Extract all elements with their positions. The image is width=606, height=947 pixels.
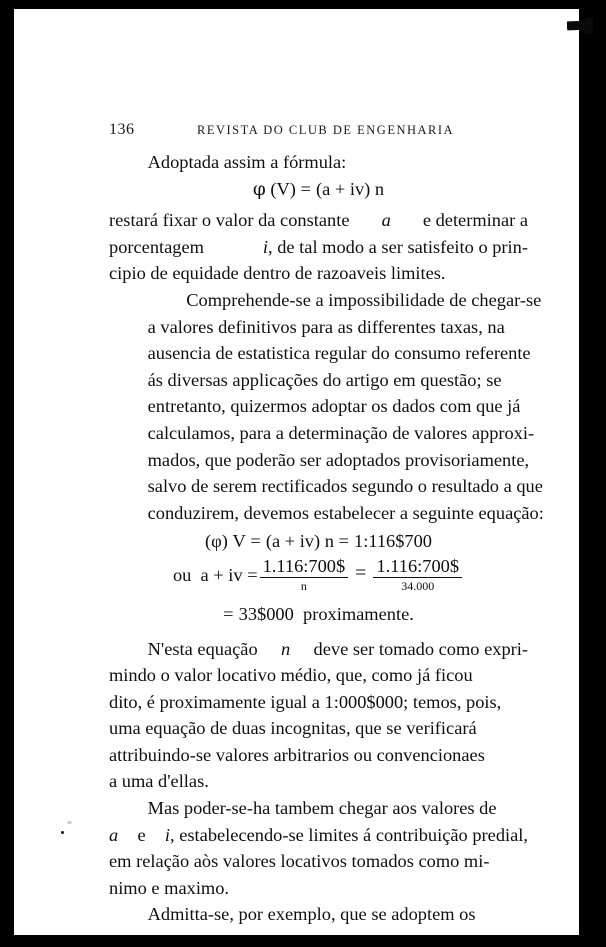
formula-lhs: a + iv [200, 565, 243, 586]
line-fragment: porcentagem [109, 236, 204, 257]
line-text: conduzirem, devemos estabelecer a seguinte equação: [147, 502, 544, 523]
text-line [109, 715, 528, 742]
fraction-relation: = [355, 562, 367, 585]
text-line: a uma d'ellas. [109, 771, 209, 792]
text-line [109, 207, 528, 234]
fraction-right [373, 555, 462, 594]
formula-equals-2: = [338, 531, 350, 552]
formula-equals: = [223, 603, 235, 624]
text-line [109, 393, 528, 420]
display-formula-1 [109, 176, 528, 204]
formula-ou: ou [172, 565, 192, 586]
paragraph-4 [109, 636, 528, 796]
line-text: entretanto, quizermos adoptar os dados com que já [147, 396, 521, 417]
line-text: a valores definitivos para as differentes taxas, na [147, 316, 505, 337]
text-line [109, 822, 528, 849]
paragraph-1 [109, 149, 528, 176]
line-text: mindo o valor locativo médio, que, como já ficou [109, 665, 473, 686]
text-line [109, 473, 543, 500]
text-line: cipio de equidade dentro de razoaveis limites. [109, 263, 446, 284]
text-line [109, 662, 528, 689]
scan-artifact-notch-edge [585, 18, 593, 34]
formula-phi: φ [252, 178, 266, 200]
text-line [109, 848, 528, 875]
line-text: dito, é proximamente igual a 1:000$000; temos, pois, [109, 691, 502, 712]
text-line [109, 500, 544, 527]
text-line [109, 287, 542, 314]
display-formula-2 [109, 528, 528, 555]
text-line: Adoptada assim a fórmula: [147, 152, 347, 172]
paragraph-2 [109, 207, 528, 287]
formula-equals: = [247, 565, 258, 586]
formula-equals-1: = [250, 531, 262, 552]
display-formula-4 [109, 601, 528, 628]
line-fragment-italic [165, 822, 528, 849]
body-text [109, 149, 544, 928]
line-text: mados, que poderão ser adoptados provisoriamente, [147, 449, 530, 470]
formula-phi-paren: (φ) [204, 531, 228, 552]
formula-word: proximamente. [303, 603, 414, 624]
running-head [109, 121, 529, 141]
fraction-left [260, 555, 349, 594]
line-text: salvo de serem rectificados segundo o resultado a que [147, 476, 543, 497]
line-text: Comprehende-se a impossibilidade de chegar-se [186, 289, 542, 310]
text-line: nimo e maximo. [109, 877, 230, 898]
fraction-denominator: 34.000 [401, 578, 435, 593]
formula-equals: = [300, 178, 312, 199]
line-fragment: e determinar a [422, 210, 528, 231]
line-fragment: deve ser tomado como expri- [313, 638, 528, 659]
line-fragment: e [137, 824, 146, 845]
scan-artifact-smudge [67, 821, 72, 824]
line-text: attribuindo-se valores arbitrarios ou convencionaes [109, 744, 485, 765]
formula-value: 1:116$700 [354, 531, 433, 552]
text-line [109, 689, 528, 716]
text-line [109, 636, 528, 663]
line-fragment: N'esta equação [147, 638, 258, 659]
inline-variable-i: i [164, 824, 171, 845]
text-line [109, 234, 528, 261]
text-line [109, 420, 535, 447]
line-text: Admitta-se, por exemplo, que se adoptem os [147, 904, 476, 925]
text-line [109, 795, 528, 822]
formula-lhs: (V) [270, 178, 296, 199]
text-line [109, 314, 528, 341]
inline-variable-a: a [381, 210, 391, 231]
line-text: ás diversas applicações do artigo em questão; se [147, 369, 502, 390]
fraction-numerator: 1.116:700$ [260, 555, 349, 578]
paragraph-5 [109, 795, 528, 901]
paragraph-6 [109, 901, 528, 928]
line-fragment: , de tal modo a ser satisfeito o prin- [268, 236, 528, 257]
line-fragment: , estabelecendo-se limites á contribuição predial, [170, 824, 528, 845]
line-text: em relação aòs valores locativos tomados como mi- [109, 851, 490, 872]
line-text: Mas poder-se-ha tambem chegar aos valores de [147, 798, 497, 819]
text-line [109, 901, 528, 928]
text-line [109, 742, 528, 769]
formula-v: V [232, 531, 246, 552]
inline-variable-n: n [280, 638, 291, 659]
text-line [109, 340, 531, 367]
inline-variable-i: i [262, 236, 269, 257]
line-text: calculamos, para a determinação de valores approxi- [147, 422, 535, 443]
inline-variable-a: a [109, 824, 119, 845]
formula-value: 33$000 [238, 603, 294, 624]
fraction-numerator: 1.116:700$ [373, 555, 462, 578]
paper-area [14, 9, 579, 935]
paragraph-3 [109, 287, 544, 526]
text-line [109, 447, 528, 474]
line-fragment: restará fixar o valor da constante [109, 210, 350, 231]
formula-rhs: (a + iv) n [316, 178, 385, 199]
running-head-title: REVISTA DO CLUB DE ENGENHARIA [197, 123, 455, 137]
line-text: uma equação de duas incognitas, que se verificará [109, 718, 477, 739]
line-text: ausencia de estatistica regular do consumo referente [147, 343, 531, 364]
page-folio: 136 [109, 121, 135, 138]
fraction-denominator: n [300, 578, 307, 593]
line-fragment-italic [263, 234, 528, 261]
text-line [109, 367, 528, 394]
formula-middle: (a + iv) n [265, 531, 334, 552]
scan-artifact-speck [61, 831, 64, 834]
display-formula-3 [109, 556, 528, 595]
